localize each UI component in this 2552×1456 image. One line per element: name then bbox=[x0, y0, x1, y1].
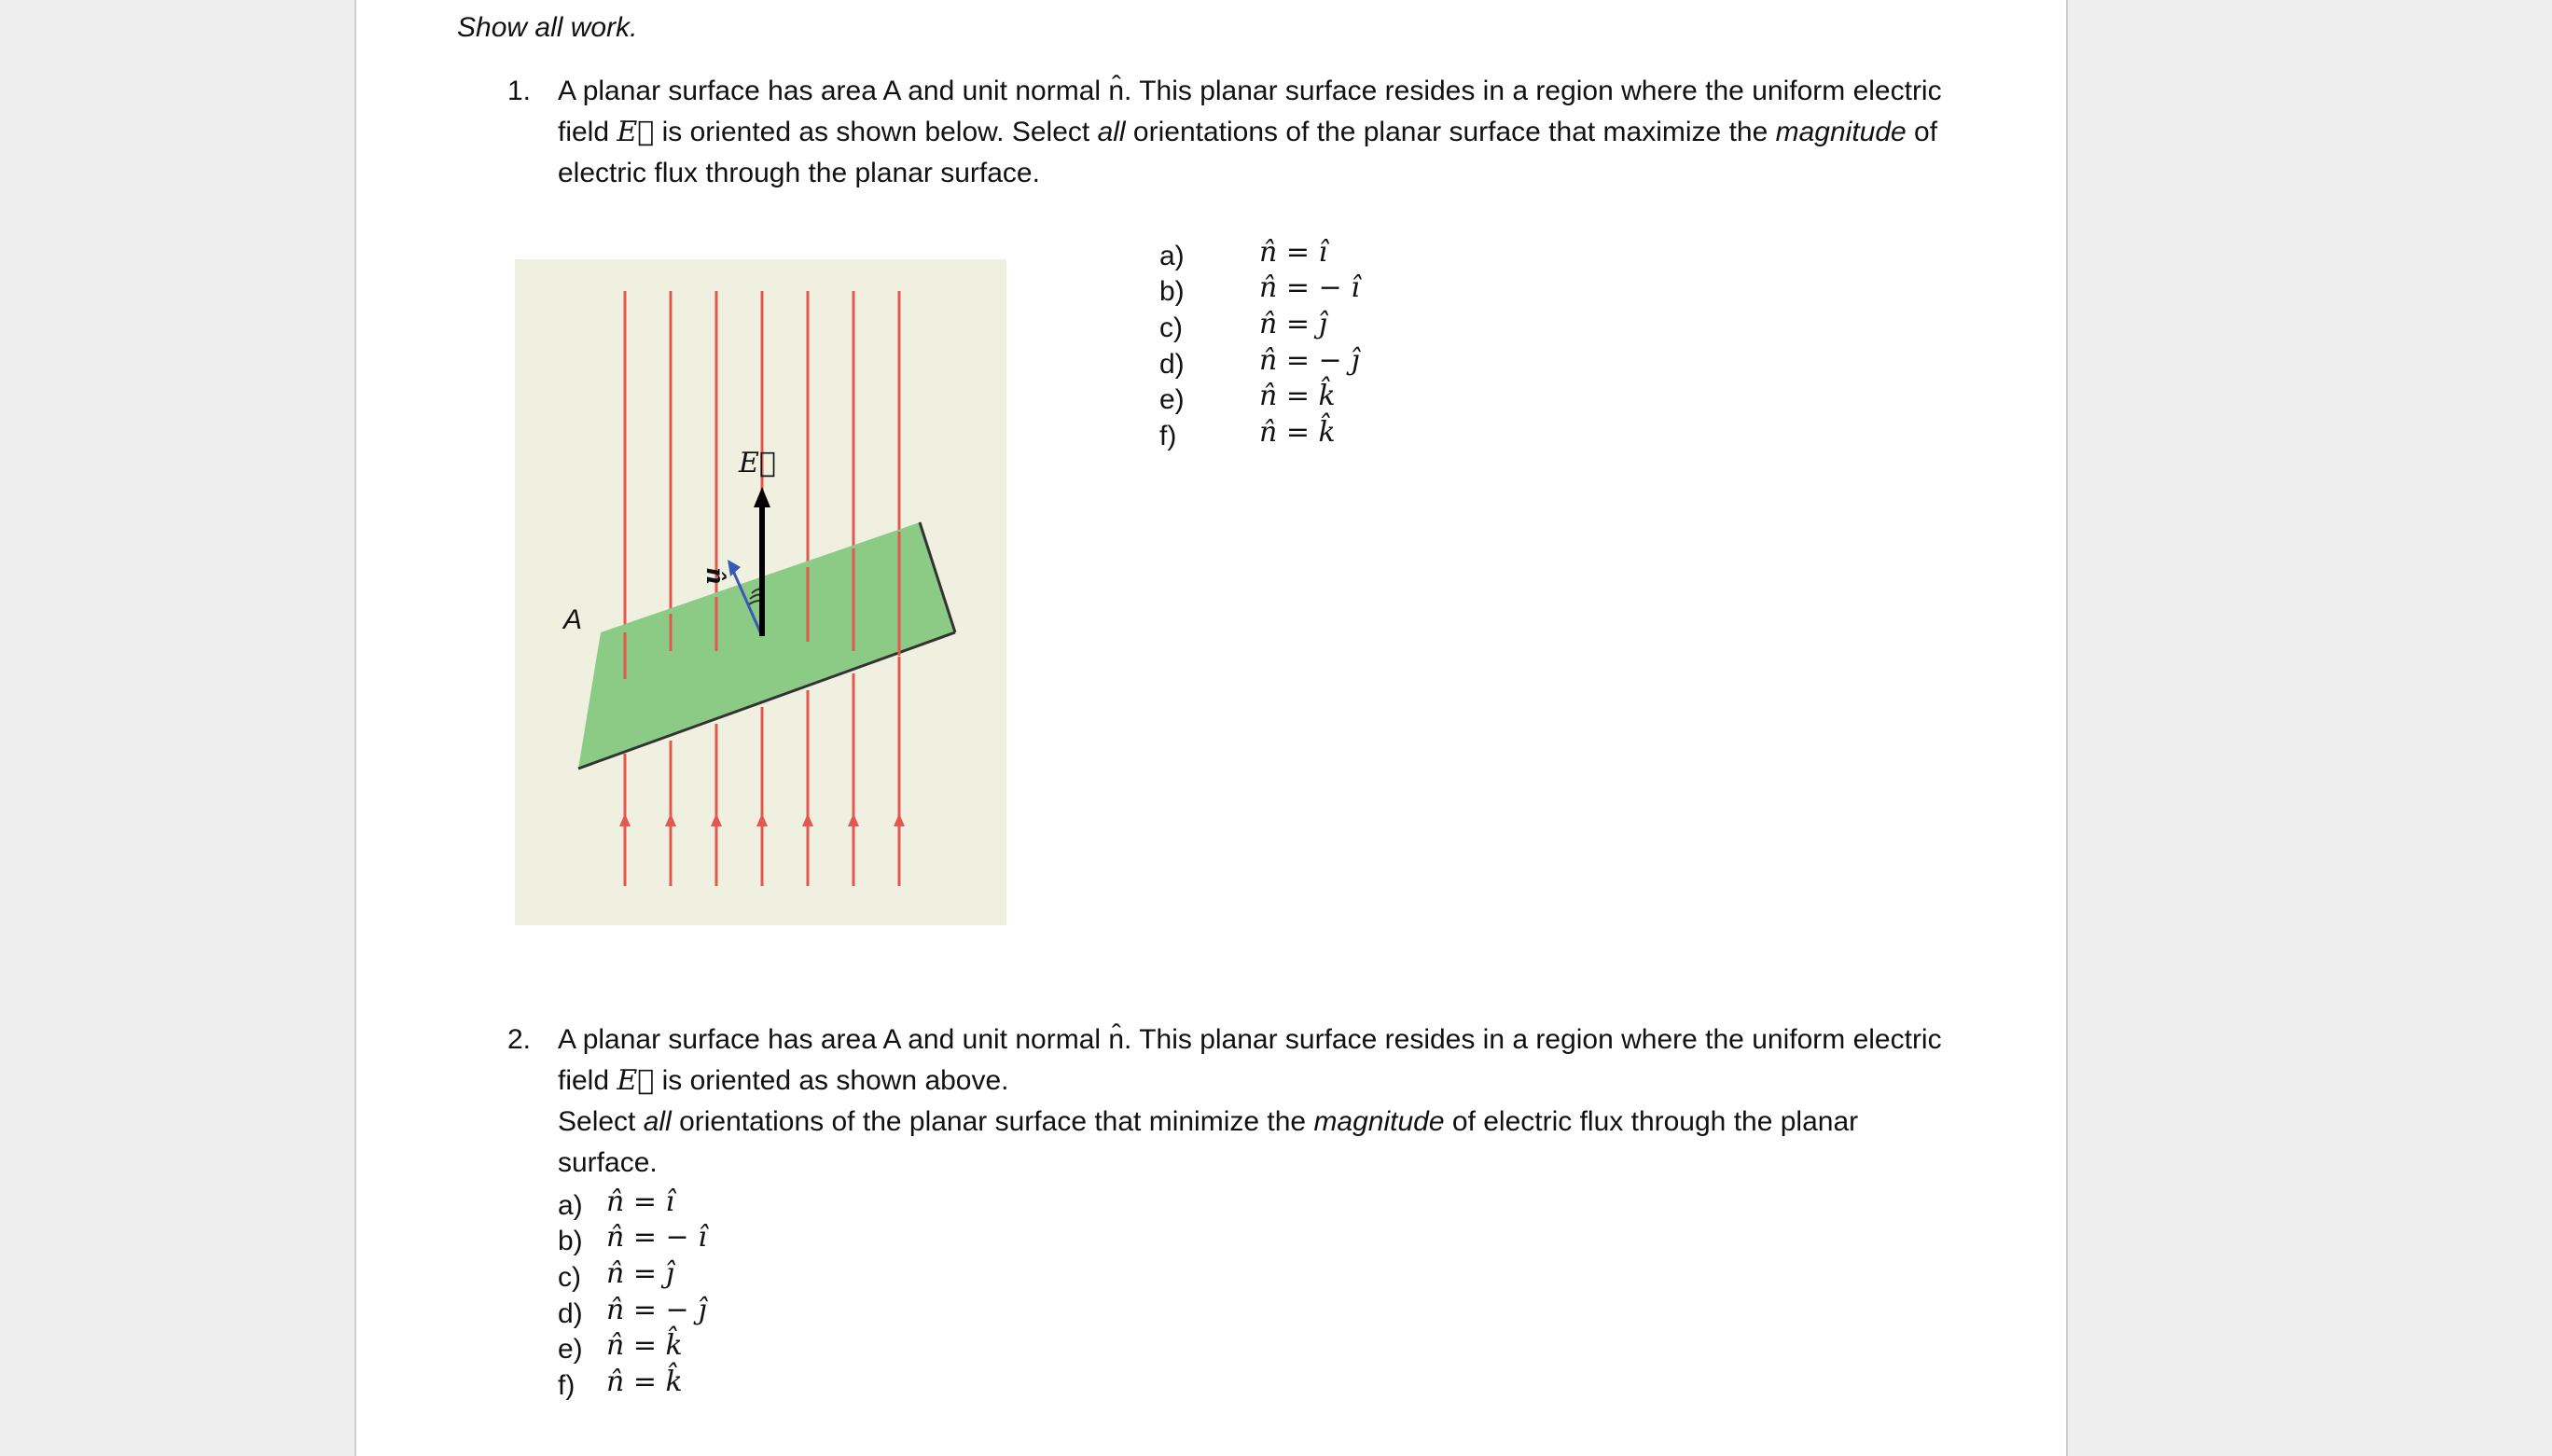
q2-text-post2: of electric flux through the planar bbox=[1444, 1106, 1859, 1137]
q1-option-c-letter[interactable]: c) bbox=[1159, 312, 1183, 343]
q1-option-c-value[interactable]: n̂ = ĵ bbox=[1259, 308, 1327, 340]
flux-diagram-svg bbox=[515, 259, 1006, 925]
q1-text-of: of bbox=[1906, 117, 1938, 147]
question-1-line-1: A planar surface has area A and unit normal n̂. This planar surface resides in a region where the uniform electric bbox=[558, 76, 1942, 106]
q1-option-e-value[interactable]: n̂ = k̂ bbox=[1259, 380, 1336, 412]
q1-option-b-value[interactable]: n̂ = − î bbox=[1259, 271, 1360, 304]
document-page bbox=[354, 0, 2068, 1456]
q2-option-c-value[interactable]: n̂ = ĵ bbox=[606, 1257, 674, 1290]
q2-option-e-letter[interactable]: e) bbox=[558, 1334, 583, 1365]
question-1-line-3: electric flux through the planar surface. bbox=[558, 158, 1040, 188]
q1-option-d-value[interactable]: n̂ = − ĵ bbox=[1259, 344, 1360, 377]
question-2-line-3 bbox=[558, 1102, 1858, 1143]
q1-option-f-value[interactable]: n̂ = k̂ bbox=[1259, 416, 1336, 449]
q1-option-b-letter[interactable]: b) bbox=[1159, 276, 1185, 307]
q2-option-f-value[interactable]: n̂ = k̂ bbox=[606, 1366, 683, 1398]
q2-option-d-value[interactable]: n̂ = − ĵ bbox=[606, 1294, 707, 1326]
q1-text-all: all bbox=[1097, 117, 1126, 147]
q2-text-select: Select bbox=[558, 1106, 644, 1137]
q1-option-a-letter[interactable]: a) bbox=[1159, 241, 1185, 271]
normal-label: n̂ bbox=[700, 567, 728, 585]
q1-text-magnitude: magnitude bbox=[1775, 117, 1907, 147]
q2-text-magnitude: magnitude bbox=[1313, 1106, 1445, 1137]
q2-option-f-letter[interactable]: f) bbox=[558, 1370, 576, 1401]
question-2-line-4: surface. bbox=[558, 1147, 658, 1178]
area-label: A bbox=[563, 604, 583, 635]
q2-option-a-letter[interactable]: a) bbox=[558, 1190, 583, 1221]
question-2-line-1: A planar surface has area A and unit normal n̂. This planar surface resides in a region where the uniform electric bbox=[558, 1024, 1942, 1055]
electric-flux-figure bbox=[515, 259, 1006, 925]
q1-text-field: field bbox=[558, 117, 617, 147]
question-2-line-2 bbox=[558, 1061, 1009, 1102]
q2-option-b-letter[interactable]: b) bbox=[558, 1226, 583, 1256]
question-1-number: 1. bbox=[507, 76, 532, 106]
question-1-line-2 bbox=[558, 112, 1937, 153]
q1-text-mid2: orientations of the planar surface that maximize the bbox=[1125, 117, 1776, 147]
instruction-text: Show all work. bbox=[457, 12, 638, 43]
q1-e-vector: E⃗ bbox=[617, 116, 655, 148]
q2-option-c-letter[interactable]: c) bbox=[558, 1262, 581, 1293]
q2-text-all: all bbox=[643, 1106, 672, 1137]
q2-option-d-letter[interactable]: d) bbox=[558, 1298, 583, 1329]
q1-option-a-value[interactable]: n̂ = î bbox=[1259, 236, 1328, 269]
q2-option-a-value[interactable]: n̂ = î bbox=[606, 1186, 675, 1218]
q2-option-e-value[interactable]: n̂ = k̂ bbox=[606, 1329, 683, 1362]
e-field-label: E⃗ bbox=[739, 447, 776, 479]
q1-text-mid: is oriented as shown below. Select bbox=[654, 117, 1098, 147]
q2-text-post: is oriented as shown above. bbox=[654, 1065, 1009, 1096]
q1-option-e-letter[interactable]: e) bbox=[1159, 384, 1185, 415]
q2-option-b-value[interactable]: n̂ = − î bbox=[606, 1221, 707, 1254]
q1-option-d-letter[interactable]: d) bbox=[1159, 349, 1185, 380]
q2-e-vector: E⃗ bbox=[617, 1064, 655, 1097]
q1-option-f-letter[interactable]: f) bbox=[1159, 421, 1177, 451]
q2-text-mid: orientations of the planar surface that minimize the bbox=[671, 1106, 1314, 1137]
question-2-number: 2. bbox=[507, 1024, 532, 1055]
q2-text-field: field bbox=[558, 1065, 617, 1096]
